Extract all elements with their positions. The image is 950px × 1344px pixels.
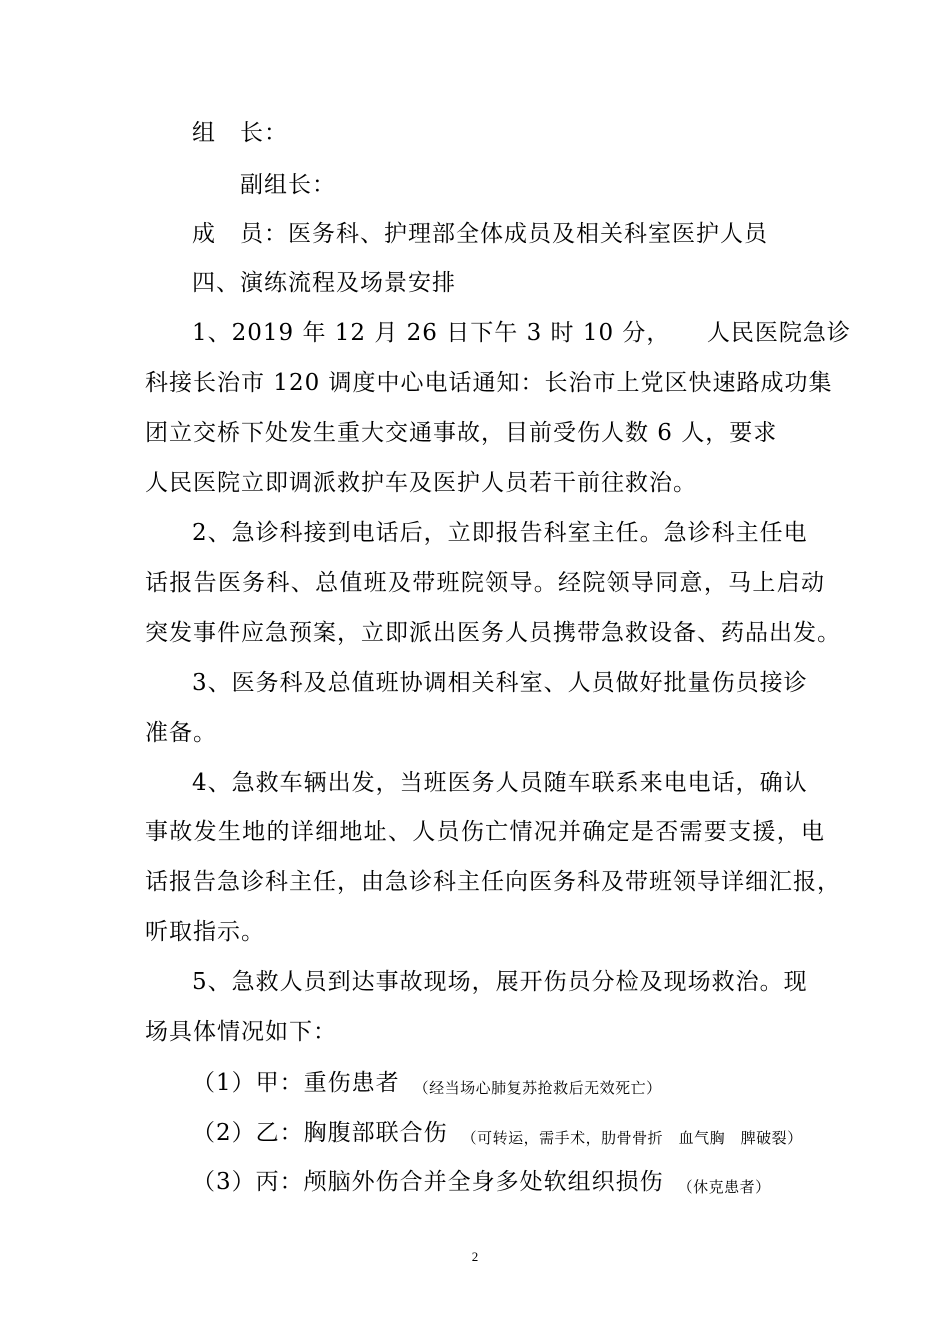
step-2-line-1: 2、急诊科接到电话后，立即报告科室主任。急诊科主任电 — [192, 520, 808, 546]
members-line: 成 员：医务科、护理部全体成员及相关科室医护人员 — [192, 221, 768, 247]
step-4-line-3: 话报告急诊科主任，由急诊科主任向医务科及带班领导详细汇报， — [145, 869, 841, 895]
step-3-line-2: 准备。 — [145, 720, 217, 746]
step-1-line-4: 人民医院立即调派救护车及医护人员若干前往救治。 — [145, 470, 697, 496]
step-5-line-1: 5、急救人员到达事故现场，展开伤员分检及现场救治。现 — [192, 969, 808, 995]
case-main: （2）乙：胸腹部联合伤 — [192, 1120, 448, 1146]
step-1-line-1: 1、2019 年 12 月 26 日下午 3 时 10 分， 人民医院急诊 — [192, 320, 851, 346]
deputy-leader-line: 副组长： — [240, 172, 336, 198]
case-item-1 — [192, 1068, 662, 1100]
team-leader-line: 组 长： — [192, 120, 288, 146]
page-number: 2 — [471, 1249, 479, 1264]
case-main: （1）甲：重伤患者 — [192, 1070, 400, 1096]
step-3-line-1: 3、医务科及总值班协调相关科室、人员做好批量伤员接诊 — [192, 670, 808, 696]
case-note: （经当场心肺复苏抢救后无效死亡） — [413, 1079, 662, 1097]
step-2-line-2: 话报告医务科、总值班及带班院领导。经院领导同意，马上启动 — [145, 570, 825, 596]
case-note: （可转运，需手术，肋骨骨折 血气胸 脾破裂） — [461, 1129, 803, 1147]
case-note: （休克患者） — [677, 1178, 771, 1196]
step-4-line-4: 听取指示。 — [145, 919, 265, 945]
step-4-line-2: 事故发生地的详细地址、人员伤亡情况并确定是否需要支援，电 — [145, 819, 825, 845]
case-main: （3）丙：颅脑外伤合并全身多处软组织损伤 — [192, 1169, 664, 1195]
step-1-line-3: 团立交桥下处发生重大交通事故，目前受伤人数 6 人，要求 — [145, 420, 778, 446]
step-5-line-2: 场具体情况如下： — [145, 1019, 337, 1045]
step-2-line-3: 突发事件应急预案，立即派出医务人员携带急救设备、药品出发。 — [145, 620, 841, 646]
step-1-line-2: 科接长治市 120 调度中心电话通知：长治市上党区快速路成功集 — [145, 370, 833, 396]
case-item-2 — [192, 1118, 803, 1150]
section-heading: 四、演练流程及场景安排 — [192, 270, 456, 296]
case-item-3 — [192, 1167, 771, 1199]
step-4-line-1: 4、急救车辆出发，当班医务人员随车联系来电电话，确认 — [192, 770, 808, 796]
